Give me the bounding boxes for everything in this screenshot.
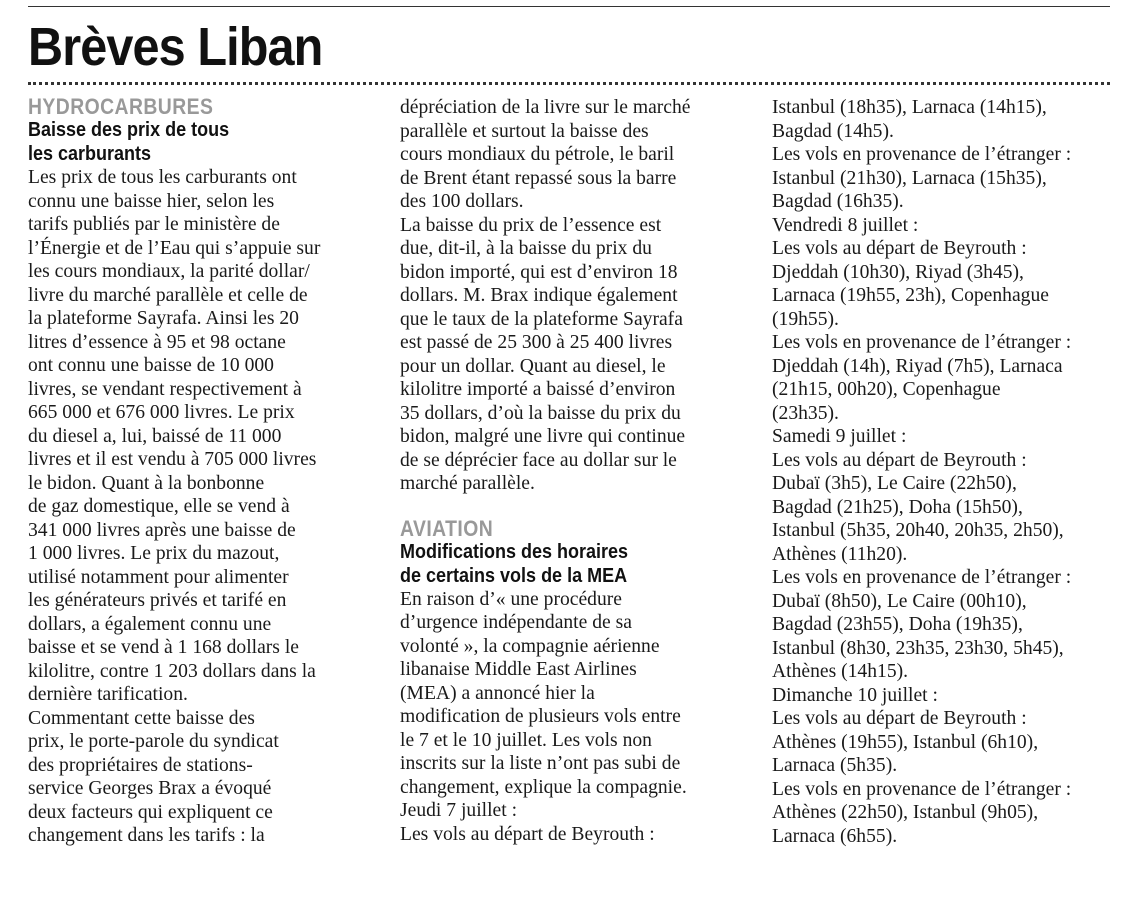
headline-line: les carburants [28, 143, 152, 165]
text-line: Djeddah (14h), Riyad (7h5), Larnaca [772, 355, 1063, 377]
text-line: La baisse du prix de l’essence est [400, 214, 662, 236]
text-line: modification de plusieurs vols entre [400, 706, 681, 727]
text-line: dollars, a également connu une [28, 613, 272, 635]
text-line: volonté », la compagnie aérienne [400, 635, 660, 657]
text-line: cours mondiaux du pétrole, le baril [400, 144, 675, 165]
text-line: deux facteurs qui expliquent ce [28, 801, 273, 823]
text-line: En raison d’« une procédure [400, 588, 622, 610]
text-line: 341 000 livres après une baisse de [28, 519, 296, 541]
text-line: est passé de 25 300 à 25 400 livres [400, 332, 673, 353]
text-line: Les vols en provenance de l’étranger : [772, 332, 1072, 353]
text-line: Bagdad (14h5). [772, 120, 894, 142]
text-line: changement dans les tarifs : la [28, 825, 265, 846]
text-line: baisse et se vend à 1 168 dollars le [28, 637, 299, 658]
text-line: pour un dollar. Quant au diesel, le [400, 355, 666, 377]
text-line: Les vols en provenance de l’étranger : [772, 778, 1072, 800]
text-line: (21h15, 00h20), Copenhague [772, 379, 1001, 400]
text-line: les cours mondiaux, la parité dollar/ [28, 261, 310, 282]
top-rule [28, 6, 1110, 7]
article-body [772, 96, 1117, 848]
rubric-hydrocarbures: HYDROCARBURES [28, 94, 214, 119]
text-line: d’urgence indépendante de sa [400, 612, 632, 633]
text-line: Vendredi 8 juillet : [772, 214, 919, 236]
text-line: Les vols au départ de Beyrouth : [772, 449, 1027, 471]
text-line: bidon importé, qui est d’environ 18 [400, 261, 678, 283]
column-2 [400, 96, 745, 846]
text-line: livres, se vendant respectivement à [28, 378, 302, 400]
text-line: Istanbul (5h35, 20h40, 20h35, 2h50), [772, 520, 1064, 541]
text-line: Dubaï (3h5), Le Caire (22h50), [772, 473, 1017, 494]
text-line: parallèle et surtout la baisse des [400, 120, 649, 142]
text-line: service Georges Brax a évoqué [28, 778, 272, 799]
text-line: (MEA) a annoncé hier la [400, 682, 595, 704]
text-line: Commentant cette baisse des [28, 707, 255, 729]
article-body [28, 166, 378, 848]
text-line: Jeudi 7 juillet : [400, 800, 518, 821]
text-line: 1 000 livres. Le prix du mazout, [28, 543, 280, 564]
text-line: utilisé notamment pour alimenter [28, 566, 289, 588]
headline-line: Baisse des prix de tous [28, 119, 230, 141]
text-line: inscrits sur la liste n’ont pas subi de [400, 753, 681, 774]
text-line: du diesel a, lui, baissé de 11 000 [28, 425, 282, 447]
text-line: que le taux de la plateforme Sayrafa [400, 308, 683, 330]
text-line: des propriétaires de stations- [28, 754, 253, 776]
headline-line: Modifications des horaires [400, 540, 629, 563]
article-body [400, 96, 745, 496]
text-line: changement, explique la compagnie. [400, 776, 687, 798]
text-line: de se déprécier face au dollar sur le [400, 449, 677, 471]
text-line: de gaz domestique, elle se vend à [28, 496, 290, 517]
text-line: 665 000 et 676 000 livres. Le prix [28, 402, 295, 423]
text-line: Les vols au départ de Beyrouth : [400, 823, 655, 845]
text-line: des 100 dollars. [400, 191, 524, 212]
text-line: ont connu une baisse de 10 000 [28, 355, 274, 376]
text-line: livre du marché parallèle et celle de [28, 284, 308, 306]
text-line: libanaise Middle East Airlines [400, 659, 637, 680]
dotted-divider [28, 82, 1110, 85]
text-line: le bidon. Quant à la bonbonne [28, 472, 265, 494]
article-body [400, 588, 745, 847]
text-line: Athènes (22h50), Istanbul (9h05), [772, 802, 1039, 823]
text-line: Larnaca (6h55). [772, 825, 898, 847]
text-line: Larnaca (5h35). [772, 755, 898, 776]
text-line: Les prix de tous les carburants ont [28, 167, 297, 188]
text-line: Les vols au départ de Beyrouth : [772, 708, 1027, 729]
text-line: dernière tarification. [28, 684, 188, 705]
text-line: de Brent étant repassé sous la barre [400, 167, 677, 189]
text-line: Istanbul (8h30, 23h35, 23h30, 5h45), [772, 637, 1064, 659]
text-line: (23h35). [772, 402, 839, 424]
text-line: connu une baisse hier, selon les [28, 190, 275, 212]
text-line: Athènes (19h55), Istanbul (6h10), [772, 731, 1039, 753]
text-line: le 7 et le 10 juillet. Les vols non [400, 729, 652, 751]
text-line: l’Énergie et de l’Eau qui s’appuie sur [28, 237, 321, 259]
text-line: dépréciation de la livre sur le marché [400, 97, 691, 118]
text-line: Les vols au départ de Beyrouth : [772, 238, 1027, 259]
column-3 [772, 96, 1117, 848]
text-line: Dubaï (8h50), Le Caire (00h10), [772, 590, 1027, 612]
text-line: Les vols en provenance de l’étranger : [772, 567, 1072, 588]
text-line: bidon, malgré une livre qui continue [400, 426, 686, 447]
text-line: tarifs publiés par le ministère de [28, 214, 280, 235]
text-line: litres d’essence à 95 et 98 octane [28, 331, 286, 353]
text-line: Athènes (11h20). [772, 543, 908, 565]
text-line: Samedi 9 juillet : [772, 426, 907, 447]
text-line: (19h55). [772, 308, 839, 330]
text-line: Bagdad (23h55), Doha (19h35), [772, 614, 1023, 635]
text-line: Larnaca (19h55, 23h), Copenhague [772, 285, 1049, 306]
text-line: 35 dollars, d’où la baisse du prix du [400, 402, 681, 424]
text-line: prix, le porte-parole du syndicat [28, 731, 279, 752]
text-line: Dimanche 10 juillet : [772, 684, 938, 706]
text-line: kilolitre, contre 1 203 dollars dans la [28, 660, 316, 682]
text-line: livres et il est vendu à 705 000 livres [28, 449, 317, 470]
column-1 [28, 96, 378, 848]
text-line: Istanbul (21h30), Larnaca (15h35), [772, 167, 1047, 189]
headline-line: de certains vols de la MEA [400, 564, 628, 587]
page-title: Brèves Liban [28, 17, 323, 77]
text-line: Istanbul (18h35), Larnaca (14h15), [772, 97, 1047, 118]
text-line: les générateurs privés et tarifé en [28, 590, 287, 611]
text-line: marché parallèle. [400, 473, 535, 494]
text-line: Djeddah (10h30), Riyad (3h45), [772, 261, 1024, 283]
text-line: dollars. M. Brax indique également [400, 285, 678, 306]
text-line: Les vols en provenance de l’étranger : [772, 144, 1072, 165]
text-line: la plateforme Sayrafa. Ainsi les 20 [28, 308, 299, 329]
text-line: due, dit-il, à la baisse du prix du [400, 238, 652, 259]
text-line: Bagdad (16h35). [772, 191, 904, 212]
text-line: kilolitre importé a baissé d’environ [400, 379, 676, 400]
text-line: Athènes (14h15). [772, 661, 909, 682]
rubric-aviation: AVIATION [400, 515, 494, 541]
text-line: Bagdad (21h25), Doha (15h50), [772, 496, 1023, 518]
